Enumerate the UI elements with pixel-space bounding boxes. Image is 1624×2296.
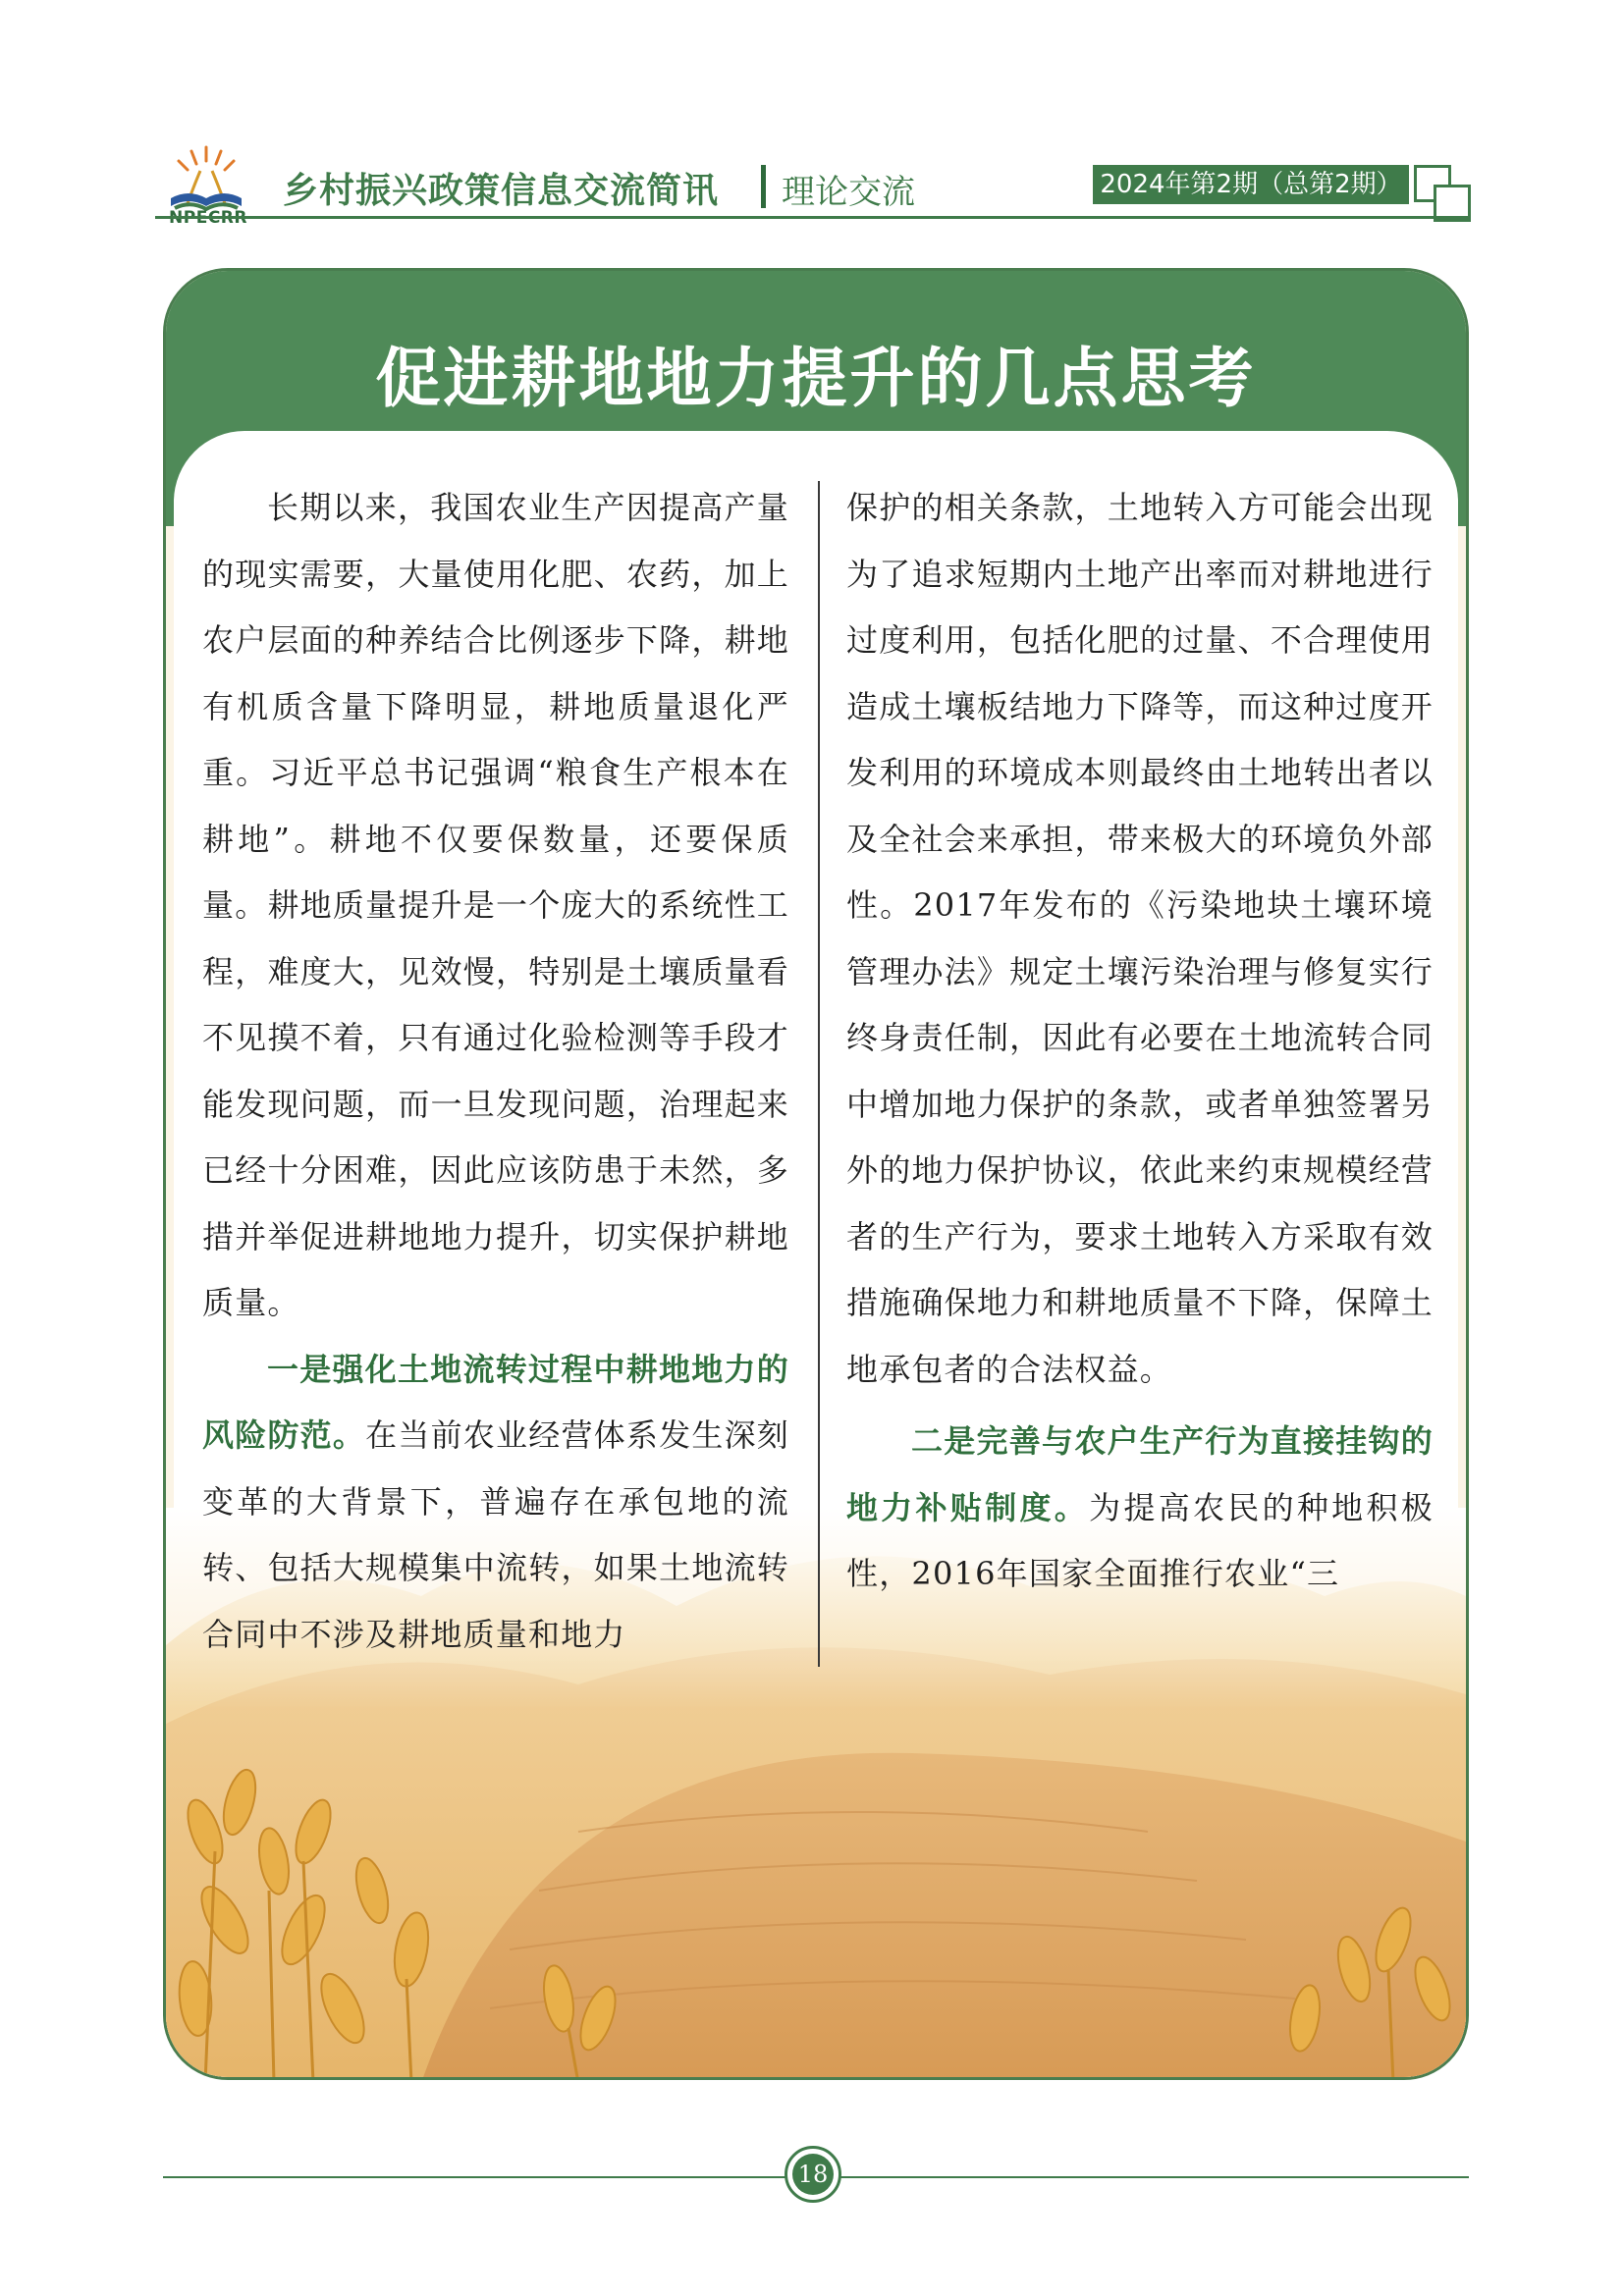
article-left-column [202, 475, 789, 1668]
paragraph [202, 1337, 789, 1669]
subheading: 二是完善与农户生产行为直接挂钩的地力补贴制度。 [846, 1422, 1434, 1526]
paragraph-body: 为提高农民的种地积极性，2016年国家全面推行农业“三 [846, 1488, 1434, 1592]
page-header [0, 0, 1624, 236]
paragraph: 保护的相关条款，土地转入方可能会出现为了追求短期内土地产出率而对耕地进行过度利用，包括化肥的过量、不合理使用造成土壤板结地力下降等，而这种过度开发利用的环境成本则最终由土地转出者以及全社会来承担，带来极大的环境负外部性。2017年发布的《污染地块土壤环境管理办法》规定土壤污染治理与修复实行终身责任制，因此有必要在土地流转合同中增加地力保护的条款，或者单独签署另外的地力保护协议，依此来约束规模经营者的生产行为，要求土地转入方采取有效措施确保地力和耕地质量不下降，保障土地承包者的合法权益。 [846, 489, 1434, 1388]
header-divider [155, 216, 1471, 219]
article-right-column [846, 475, 1434, 1608]
title-separator [761, 165, 766, 208]
paragraph: 长期以来，我国农业生产因提高产量的现实需要，大量使用化肥、农药，加上农户层面的种养结合比例逐步下降，耕地有机质含量下降明显，耕地质量退化严重。习近平总书记强调“粮食生产根本在耕地”。耕地不仅要保数量，还要保质量。耕地质量提升是一个庞大的系统性工程，难度大，见效慢，特别是土壤质量看不见摸不着，只有通过化验检测等手段才能发现问题，而一旦发现问题，治理起来已经十分困难，因此应该防患于未然，多措并举促进耕地地力提升，切实保护耕地质量。 [202, 489, 789, 1321]
paragraph [846, 1409, 1434, 1608]
publication-title: 乡村振兴政策信息交流简讯 [283, 171, 720, 211]
column-divider [818, 481, 820, 1667]
paragraph-body: 在当前农业经营体系发生深刻变革的大背景下，普遍存在承包地的流转、包括大规模集中流转，如果土地流转合同中不涉及耕地质量和地力 [202, 1416, 789, 1653]
page-number: 18 [792, 2154, 834, 2195]
section-label: 理论交流 [782, 173, 915, 212]
issue-badge: 2024年第2期（总第2期） [1093, 165, 1409, 204]
subheading: 一是强化土地流转过程中耕地地力的风险防范。 [202, 1350, 789, 1454]
page-number-badge [785, 2146, 841, 2203]
article-title: 促进耕地地力提升的几点思考 [375, 340, 1257, 416]
